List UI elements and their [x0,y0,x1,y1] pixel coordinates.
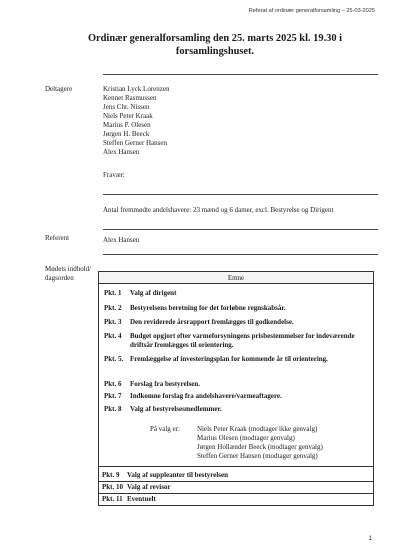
divider [99,493,373,494]
agenda-item-number: Pkt. 10 [102,483,123,491]
running-header: Referat af ordinær generalforsamling – 25-03-2025 [248,8,375,14]
agenda-item-number: Pkt. 6 [104,380,122,388]
agenda-item-number: Pkt. 2 [104,304,122,312]
agenda-item-text: Valg af revisor [127,483,171,491]
agenda-item [104,355,369,364]
participant-name: Niels Peter Kraak [103,112,153,120]
participant-name: Kristian Lyck Lorenzen [103,85,170,93]
referent-label: Referent [45,234,70,242]
agenda-item-text: Indkomne forslag fra andelshavere/varmeaftagere. [130,392,282,400]
agenda-item-number: Pkt. 3 [104,318,122,326]
election-label: På valg er: [150,425,180,433]
agenda-item-text: Den reviderede årsrapport fremlægges til godkendelse. [130,318,294,326]
divider [103,194,378,195]
candidate: Steffen Gerner Hansen (modtager genvalg) [197,452,318,460]
agenda-item-number: Pkt. 4 [104,332,122,340]
participants-list [103,85,169,157]
candidate: Jørgen Hollænder Beeck (modtager genvalg) [197,443,323,451]
divider [103,254,378,255]
participant-name: Marius P. Olesen [103,121,151,129]
agenda-item-number: Pkt. 5. [104,355,124,363]
page-number: 1 [368,536,372,542]
agenda-item-number: Pkt. 9 [102,471,120,479]
agenda-item-number: Pkt. 1 [104,289,122,297]
agenda-item [104,289,369,298]
agenda-item-number: Pkt. 8 [104,405,122,413]
column-header: Emne [99,272,373,284]
agenda-item [102,495,367,504]
agenda-item-text: Bestyrelsens beretning for det forløbne regnskabsår. [130,304,286,312]
agenda-item-text: Fremlæggelse af investeringsplan for kommende år til orientering. [130,355,328,363]
divider [103,229,378,230]
candidate: Marius Olesen (modtager genvalg) [197,434,295,442]
referent-name: Alex Hansen [103,236,140,244]
agenda-item-text: Budget opgjort efter varmeforsyningens prisbestemmelser for indeværende driftsår fremlægges til orientering. [130,332,355,349]
participant-name: Jørgen H. Beeck [103,130,150,138]
divider [99,481,373,482]
agenda-item [104,392,369,401]
participant-name: Steffen Gerner Hansen [103,139,168,147]
participant-name: Jens Chr. Nissen [103,103,150,111]
agenda-item-number: Pkt. 7 [104,392,122,400]
agenda-item [102,471,367,480]
agenda-item-text: Valg af suppleanter til bestyrelsen [127,471,228,479]
agenda-item [104,405,369,414]
candidate-list [197,425,323,461]
agenda-item-text: Valg af dirigent [130,289,177,297]
agenda-item-number: Pkt. 11 [102,495,123,503]
agenda-item-text: Forslag fra bestyrelsen. [130,380,201,388]
agenda-item [102,483,367,492]
agenda-item-text: Valg af bestyrelsesmedlemmer. [130,405,222,413]
divider [99,466,373,467]
agenda-item [104,380,369,389]
participant-name: Kennet Rasmussen [103,94,157,102]
agenda-item-text: Eventuelt [127,495,156,503]
participant-name: Alex Hansen [103,148,140,156]
agenda-item [104,304,369,313]
agenda-label: Mødets indhold/ dagsorden [45,265,92,282]
participants-label: Deltagere [45,85,73,93]
agenda-table [98,271,374,506]
attendance-text: Antal fremmødte andelshavere: 23 mænd og 6 damer, excl. Bestyrelse og Dirigent [103,206,334,214]
absent-label: Fravær: [103,171,125,179]
page-title: Ordinær generalforsamling den 25. marts 2025 kl. 19.30 i forsamlingshuset. [87,33,343,57]
candidate: Niels Peter Kraak (modtager ikke genvalg) [197,425,318,433]
agenda-item [104,332,369,350]
agenda-item [104,318,369,327]
divider [103,74,378,75]
